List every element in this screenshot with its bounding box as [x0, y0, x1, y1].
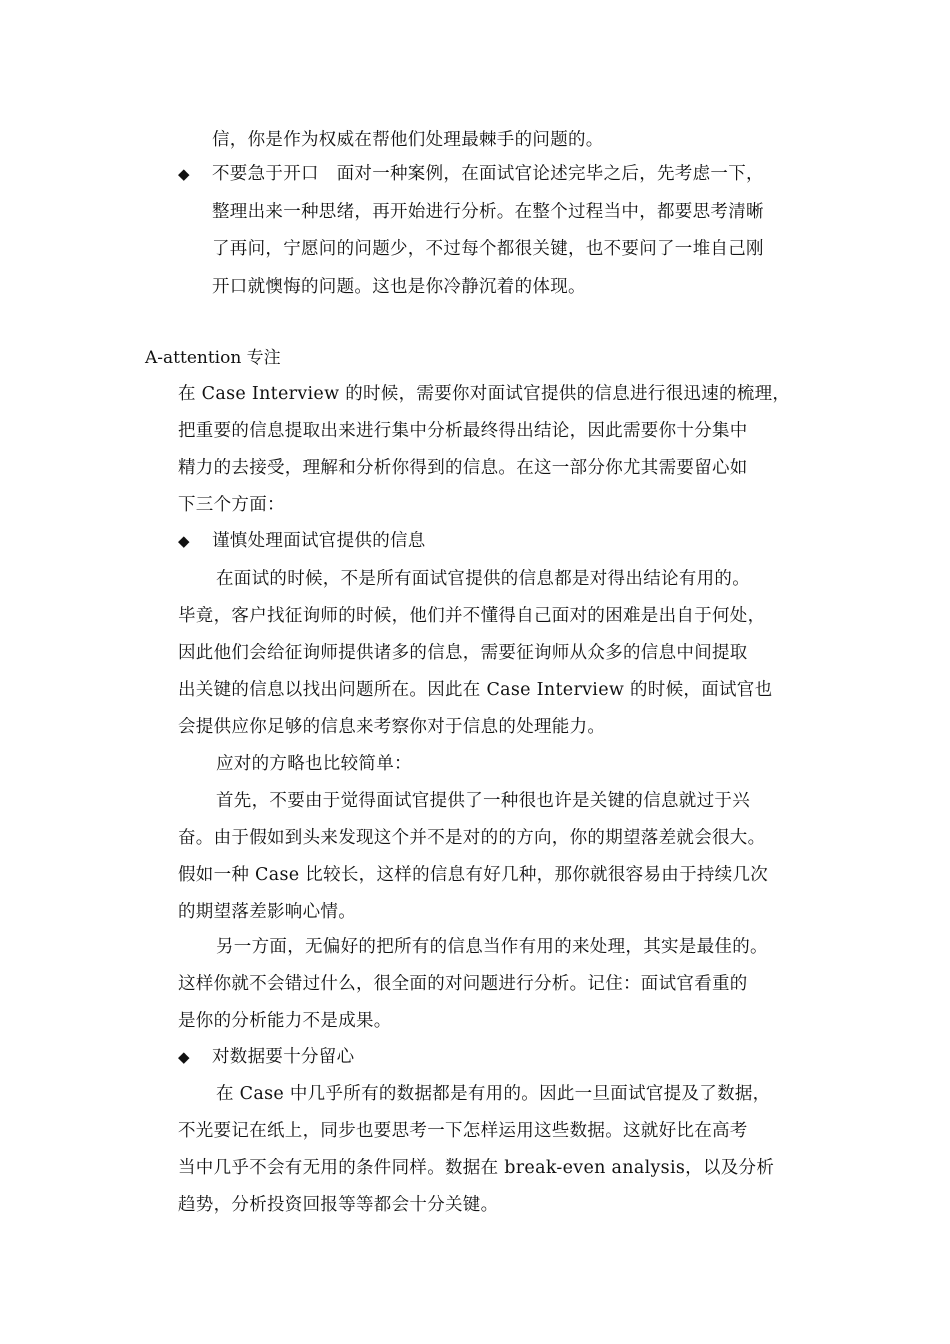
bullet-item-line: 不要急于开口 面对一种案例，在面试官论述完毕之后，先考虑一下，	[212, 164, 764, 184]
paragraph-line: 不光要记在纸上，同步也要思考一下怎样运用这些数据。这就好比在高考	[178, 1121, 748, 1141]
paragraph-line: 趋势，分析投资回报等等都会十分关键。	[178, 1195, 499, 1215]
paragraph-line: 在 Case Interview 的时候，需要你对面试官提供的信息进行很迅速的梳理，	[178, 384, 791, 404]
paragraph-line: 整理出来一种思绪，再开始进行分析。在整个过程当中，都要思考清晰	[212, 202, 764, 222]
paragraph-line: 因此他们会给征询师提供诸多的信息，需要征询师从众多的信息中间提取	[178, 643, 748, 663]
section-heading: A-attention 专注	[145, 348, 281, 368]
paragraph-line: 的期望落差影响心情。	[178, 902, 356, 922]
diamond-bullet-icon: ◆	[178, 165, 190, 183]
paragraph-line: 信，你是作为权威在帮他们处理最棘手的问题的。	[212, 130, 604, 150]
paragraph-line: 另一方面，无偏好的把所有的信息当作有用的来处理，其实是最佳的。	[216, 937, 768, 957]
paragraph-line: 首先，不要由于觉得面试官提供了一种很也许是关键的信息就过于兴	[216, 791, 750, 811]
subheading-line: 对数据要十分留心	[212, 1047, 355, 1067]
paragraph-line: 出关键的信息以找出问题所在。因此在 Case Interview 的时候，面试官也	[178, 680, 773, 700]
paragraph-line: 在 Case 中几乎所有的数据都是有用的。因此一旦面试官提及了数据，	[216, 1084, 771, 1104]
diamond-bullet-icon: ◆	[178, 532, 190, 550]
paragraph-line: 当中几乎不会有无用的条件同样。数据在 break-even analysis，以及分析	[178, 1158, 775, 1178]
paragraph-line: 假如一种 Case 比较长，这样的信息有好几种，那你就很容易由于持续几次	[178, 865, 769, 885]
paragraph-line: 会提供应你足够的信息来考察你对于信息的处理能力。	[178, 717, 606, 737]
paragraph-line: 把重要的信息提取出来进行集中分析最终得出结论，因此需要你十分集中	[178, 421, 748, 441]
paragraph-line: 毕竟，客户找征询师的时候，他们并不懂得自己面对的困难是出自于何处，	[178, 606, 766, 626]
paragraph-line: 奋。由于假如到头来发现这个并不是对的的方向，你的期望落差就会很大。	[178, 828, 766, 848]
paragraph-line: 下三个方面：	[178, 495, 285, 515]
paragraph-line: 是你的分析能力不是成果。	[178, 1011, 392, 1031]
paragraph-line: 应对的方略也比较简单：	[216, 754, 412, 774]
paragraph-line: 了再问，宁愿问的问题少，不过每个都很关键，也不要问了一堆自己刚	[212, 239, 764, 259]
paragraph-line: 这样你就不会错过什么，很全面的对问题进行分析。记住：面试官看重的	[178, 974, 748, 994]
subheading-line: 谨慎处理面试官提供的信息	[212, 531, 426, 551]
paragraph-line: 在面试的时候，不是所有面试官提供的信息都是对得出结论有用的。	[216, 569, 750, 589]
paragraph-line: 开口就懊悔的问题。这也是你冷静沉着的体现。	[212, 277, 586, 297]
diamond-bullet-icon: ◆	[178, 1048, 190, 1066]
paragraph-line: 精力的去接受，理解和分析你得到的信息。在这一部分你尤其需要留心如	[178, 458, 748, 478]
